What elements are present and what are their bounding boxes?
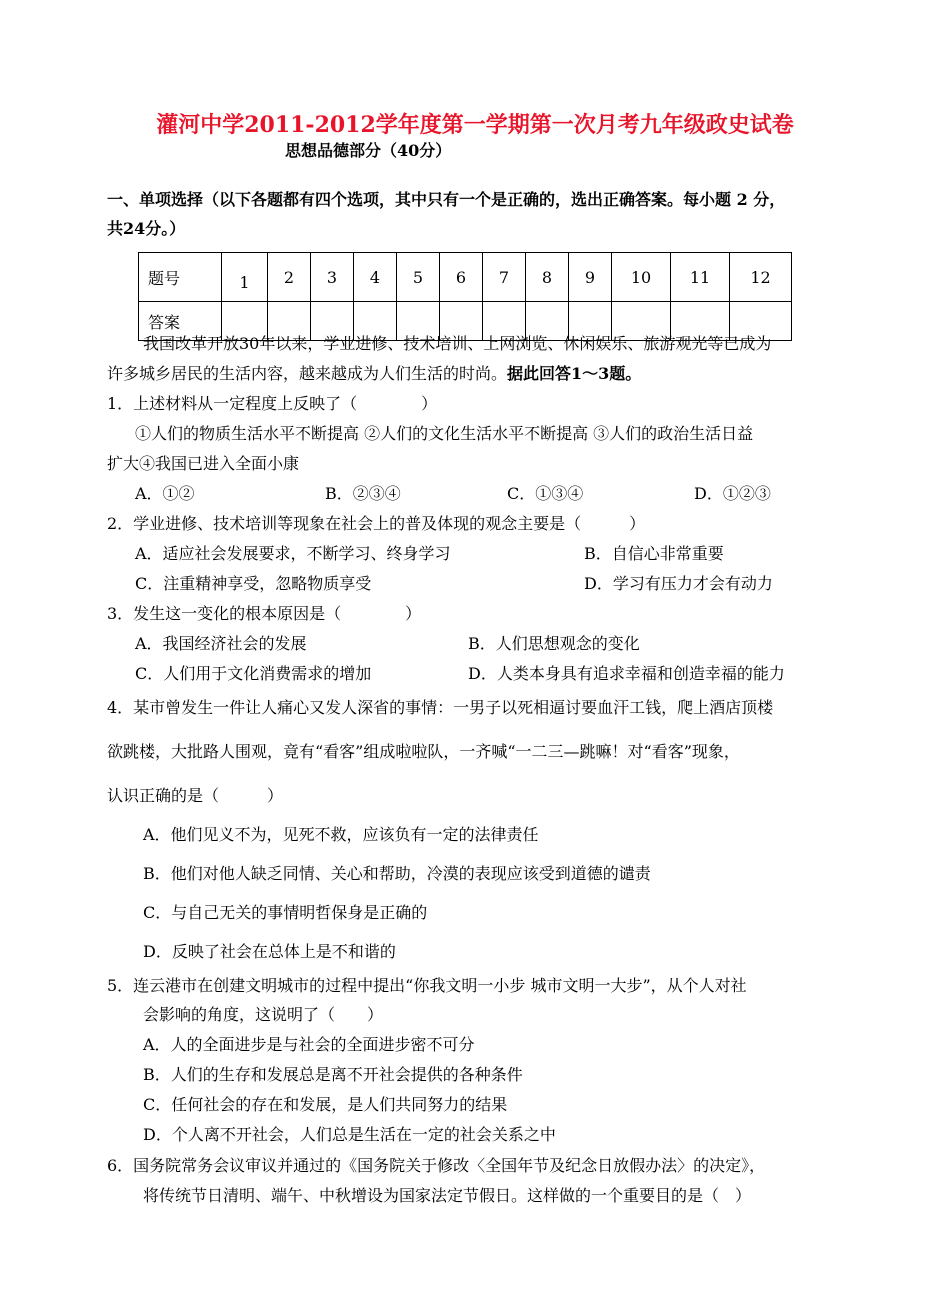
q5-stem-line2: 会影响的角度，这说明了（ ）: [143, 1005, 384, 1024]
q2-stem: 2．学业进修、技术培训等现象在社会上的普及体现的观念主要是（ ）: [107, 514, 646, 533]
q5-option-b: B．人们的生存和发展总是离不开社会提供的各种条件: [143, 1065, 523, 1084]
q3-stem: 3．发生这一变化的根本原因是（ ）: [107, 604, 422, 623]
answer-table-number-cell: 1: [222, 253, 268, 302]
q6-stem-line1: 6．国务院常务会议审议并通过的《国务院关于修改〈全国年节及纪念日放假办法〉的决定》，: [107, 1156, 766, 1175]
passage-line2: [107, 364, 641, 384]
answer-table: [138, 252, 792, 341]
q4-option-b: B．他们对他人缺乏同情、关心和帮助，冷漠的表现应该受到道德的谴责: [143, 864, 651, 883]
answer-table-number-label: 题号: [139, 253, 222, 302]
answer-table-number-cell: 11: [671, 253, 730, 302]
answer-table-number-cell: 9: [569, 253, 612, 302]
page-title: 灌河中学2011-2012学年度第一学期第一次月考九年级政史试卷: [156, 112, 794, 138]
q3-option-d: D．人类本身具有追求幸福和创造幸福的能力: [468, 664, 785, 683]
q3-option-a: A．我国经济社会的发展: [135, 634, 307, 653]
q1-option-d: D．①②③: [694, 484, 771, 503]
answer-table-number-cell: 10: [612, 253, 671, 302]
answer-table-answer-label: 答案: [139, 302, 222, 341]
q2-option-a: A．适应社会发展要求，不断学习、终身学习: [135, 544, 451, 563]
section1-heading-line1: 一、单项选择（以下各题都有四个选项，其中只有一个是正确的，选出正确答案。每小题 2 分，: [107, 190, 786, 209]
answer-table-number-cell: 8: [526, 253, 569, 302]
q2-option-d: D．学习有压力才会有动力: [584, 574, 773, 593]
q1-option-c: C．①③④: [507, 484, 584, 503]
q4-stem-line2: 欲跳楼，大批路人围观，竟有“看客”组成啦啦队，一齐喊“一二三—跳嘛！对“看客”现象，: [107, 742, 740, 761]
q4-option-c: C．与自己无关的事情明哲保身是正确的: [143, 903, 428, 922]
answer-table-number-cell: 2: [268, 253, 311, 302]
q6-stem-line2: 将传统节日清明、端午、中秋增设为国家法定节假日。这样做的一个重要目的是（ ）: [143, 1186, 752, 1205]
q5-option-d: D．个人离不开社会，人们总是生活在一定的社会关系之中: [143, 1125, 556, 1144]
q5-option-a: A．人的全面进步是与社会的全面进步密不可分: [143, 1035, 475, 1054]
page-subtitle: 思想品德部分（40分）: [285, 141, 452, 160]
answer-table-number-cell: 4: [354, 253, 397, 302]
passage-line1: 我国改革开放30年以来，学业进修、技术培训、上网浏览、休闲娱乐、旅游观光等已成为: [143, 334, 772, 353]
q1-items-line1: ①人们的物质生活水平不断提高 ②人们的文化生活水平不断提高 ③人们的政治生活日益: [135, 424, 754, 443]
q4-option-d: D．反映了社会在总体上是不和谐的: [143, 942, 396, 961]
q1-option-a: A．①②: [135, 484, 195, 503]
passage-text: 许多城乡居民的生活内容，越来越成为人们生活的时尚。: [107, 364, 508, 383]
q5-option-c: C．任何社会的存在和发展，是人们共同努力的结果: [143, 1095, 508, 1114]
section1-heading-line2: 共24分。）: [107, 219, 186, 238]
q4-option-a: A．他们见义不为，见死不救，应该负有一定的法律责任: [143, 825, 539, 844]
answer-table-number-cell: 6: [440, 253, 483, 302]
q4-stem-line3: 认识正确的是（ ）: [107, 786, 284, 805]
q2-option-b: B．自信心非常重要: [584, 544, 724, 563]
answer-table-number-cell: 3: [311, 253, 354, 302]
q3-option-c: C．人们用于文化消费需求的增加: [135, 664, 372, 683]
q1-option-b: B．②③④: [325, 484, 401, 503]
q3-option-b: B．人们思想观念的变化: [468, 634, 640, 653]
q5-stem-line1: 5．连云港市在创建文明城市的过程中提出“你我文明一小步 城市文明一大步”，从个人对社: [107, 976, 747, 995]
answer-table-number-cell: 7: [483, 253, 526, 302]
q4-stem-line1: 4．某市曾发生一件让人痛心又发人深省的事情：一男子以死相逼讨要血汗工钱，爬上酒店顶楼: [107, 698, 774, 717]
answer-table-number-row: [139, 253, 792, 302]
q1-stem: 1．上述材料从一定程度上反映了（ ）: [107, 394, 438, 413]
q2-option-c: C．注重精神享受，忽略物质享受: [135, 574, 372, 593]
passage-instruction: 据此回答1～3题。: [507, 364, 642, 383]
answer-table-number-cell: 5: [397, 253, 440, 302]
answer-table-number-cell: 12: [730, 253, 792, 302]
q1-items-line2: 扩大④我国已进入全面小康: [107, 454, 300, 473]
